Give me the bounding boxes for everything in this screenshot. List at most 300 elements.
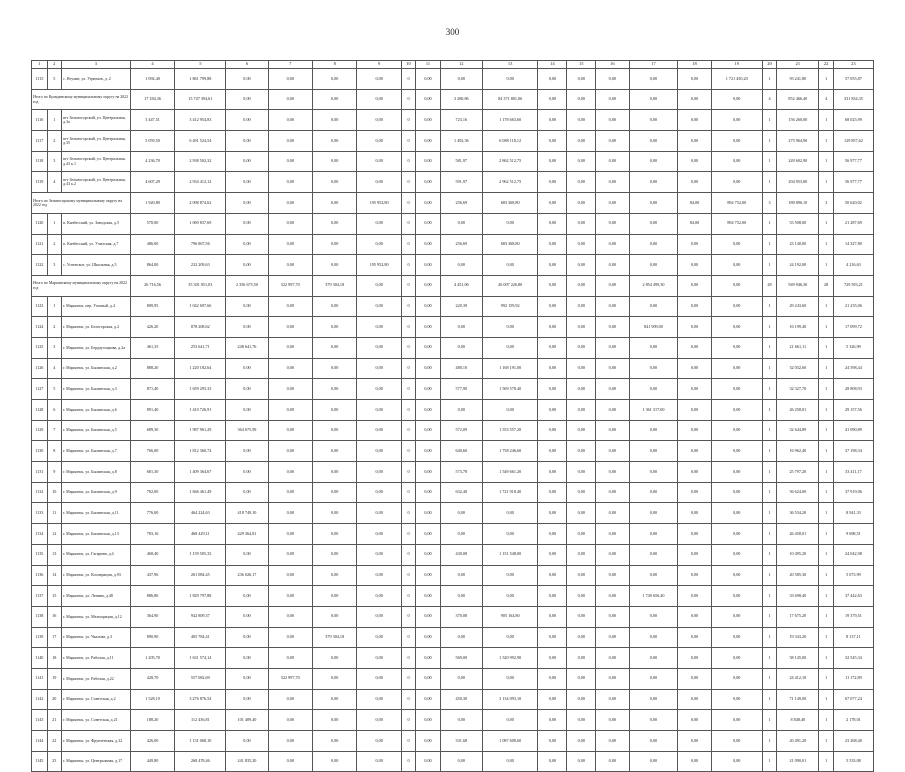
table-cell: 1: [762, 131, 776, 152]
table-cell: 0,00: [357, 710, 401, 731]
table-cell: 0,00: [440, 627, 482, 648]
table-cell: 1119: [32, 172, 48, 193]
table-cell: 0,00: [268, 524, 312, 545]
table-cell: 35 301 051,03: [175, 275, 226, 296]
table-cell: 0,00: [416, 400, 440, 421]
table-cell: 1: [819, 420, 833, 441]
table-cell: г. Марьинск, ул. Бердаусицкова, д.2а: [61, 337, 130, 358]
table-cell: 0,00: [711, 131, 762, 152]
table-cell: 0,00: [312, 524, 356, 545]
table-cell: 0,00: [596, 731, 629, 752]
table-cell: 1: [819, 213, 833, 234]
table-cell: 0,00: [416, 255, 440, 276]
table-cell: 0,00: [440, 337, 482, 358]
table-cell: 0,00: [268, 420, 312, 441]
table-cell: 0,00: [268, 503, 312, 524]
table-cell: 188,20: [130, 710, 174, 731]
table-cell: 1136: [32, 565, 48, 586]
table-cell: 268 478,46: [175, 751, 226, 772]
table-cell: 24 412,10: [777, 668, 819, 689]
table-cell: 0,00: [538, 627, 567, 648]
table-cell: 0,00: [416, 565, 440, 586]
table-cell: 0,00: [678, 606, 711, 627]
table-cell: 0,00: [711, 255, 762, 276]
table-cell: 1: [819, 151, 833, 172]
table-cell: 0,00: [226, 234, 268, 255]
table-cell: 0,00: [629, 151, 678, 172]
table-cell: 195 952,80: [357, 255, 401, 276]
table-cell: Итого по Марьинскому муниципальному округу на 2022 год: [32, 275, 131, 296]
table-cell: 0,00: [678, 503, 711, 524]
table-cell: г. Марьинск, ул. Советская, д.21: [61, 710, 130, 731]
table-cell: 0,00: [226, 213, 268, 234]
table-cell: 4 236,70: [130, 151, 174, 172]
table-cell: 0,00: [312, 69, 356, 90]
table-cell: 426,20: [130, 317, 174, 338]
table-cell: 1: [819, 586, 833, 607]
table-cell: 0,00: [538, 151, 567, 172]
table-cell: 0,00: [312, 317, 356, 338]
table-cell: г. Марьинск, ул. Белогорская, д.2: [61, 317, 130, 338]
table-cell: г. Марьинск, ул. Фрунзенская, д.32: [61, 731, 130, 752]
table-cell: 15 747 394,61: [175, 89, 226, 110]
table-cell: 0,00: [678, 317, 711, 338]
table-cell: 1: [819, 172, 833, 193]
table-cell: 0,00: [596, 151, 629, 172]
table-cell: 3 134 093,10: [482, 689, 538, 710]
table-cell: 689,30: [130, 420, 174, 441]
table-cell: 1145: [32, 751, 48, 772]
table-cell: 0,00: [538, 110, 567, 131]
table-cell: 68 025,99: [833, 110, 873, 131]
table-cell: 0,00: [567, 586, 596, 607]
table-cell: 0,00: [226, 482, 268, 503]
table-cell: 28 808,93: [833, 379, 873, 400]
table-cell: 1 131 068,10: [175, 731, 226, 752]
table-cell: 3 412 954,83: [175, 110, 226, 131]
table-cell: 0: [401, 317, 415, 338]
table-cell: 0,00: [268, 337, 312, 358]
table-cell: 0,00: [711, 89, 762, 110]
table-cell: 0: [401, 89, 415, 110]
table-cell: 1: [762, 586, 776, 607]
table-cell: 17 184,36: [130, 89, 174, 110]
table-cell: 0,00: [357, 648, 401, 669]
table-cell: 0,00: [596, 255, 629, 276]
table-cell: 0,00: [596, 565, 629, 586]
table-cell: 220,39: [440, 296, 482, 317]
table-cell: 0,00: [678, 648, 711, 669]
table-cell: 1: [762, 689, 776, 710]
table-cell: 886,80: [130, 586, 174, 607]
table-cell: 0,00: [226, 627, 268, 648]
table-cell: 0,00: [596, 131, 629, 152]
table-cell: 0,00: [416, 296, 440, 317]
table-cell: пгт Зельногорский, ул. Центральная, д.43 к.2: [61, 172, 130, 193]
table-cell: 26 458,01: [777, 524, 819, 545]
table-cell: 1121: [32, 234, 48, 255]
table-cell: 0: [401, 255, 415, 276]
table-cell: 0,00: [711, 400, 762, 421]
table-cell: 0,00: [596, 420, 629, 441]
table-cell: 0,00: [357, 151, 401, 172]
table-cell: 0,00: [226, 193, 268, 214]
table-cell: 0,00: [711, 689, 762, 710]
table-cell: 0,00: [629, 668, 678, 689]
table-cell: 379 304,18: [312, 627, 356, 648]
table-cell: 29 243,60: [777, 296, 819, 317]
table-cell: 0,00: [312, 482, 356, 503]
column-header: 3: [61, 61, 130, 69]
table-cell: 0,00: [567, 689, 596, 710]
table-cell: 56 977,77: [833, 172, 873, 193]
table-cell: 1 042 697,66: [175, 296, 226, 317]
table-cell: 0,00: [629, 503, 678, 524]
table-cell: 0,00: [357, 296, 401, 317]
table-cell: 0,00: [416, 172, 440, 193]
table-cell: 180 896,10: [777, 193, 819, 214]
table-cell: 0,00: [268, 89, 312, 110]
table-cell: 723,16: [440, 110, 482, 131]
table-cell: 0,00: [711, 482, 762, 503]
table-cell: 0,00: [416, 441, 440, 462]
table-cell: 0,00: [357, 89, 401, 110]
table-cell: 0,00: [538, 69, 567, 90]
table-cell: 0,00: [596, 462, 629, 483]
table-cell: 0,00: [711, 110, 762, 131]
table-cell: 0,00: [567, 462, 596, 483]
table-cell: 0,00: [357, 731, 401, 752]
table-cell: г. Марьинск, ул. Былинская, д.8: [61, 462, 130, 483]
table-cell: 0: [401, 606, 415, 627]
table-cell: 0,00: [538, 503, 567, 524]
table-cell: 17 675,20: [777, 606, 819, 627]
table-cell: 1: [47, 296, 61, 317]
table-cell: 0,00: [629, 193, 678, 214]
table-cell: 0,00: [226, 151, 268, 172]
table-cell: 1: [762, 668, 776, 689]
table-cell: 890,90: [130, 627, 174, 648]
table-cell: 0,00: [440, 524, 482, 545]
table-cell: 0,00: [596, 89, 629, 110]
table-cell: 1: [762, 379, 776, 400]
table-cell: 0,00: [312, 89, 356, 110]
table-cell: г. Марьинск, ул. Рабочая, д.22: [61, 668, 130, 689]
table-cell: 1: [47, 110, 61, 131]
table-row: [32, 503, 874, 524]
table-cell: 0,00: [567, 606, 596, 627]
table-cell: 0,00: [538, 213, 567, 234]
table-cell: 0,00: [711, 441, 762, 462]
table-cell: 1: [819, 462, 833, 483]
table-cell: 0,00: [440, 710, 482, 731]
column-header: 6: [226, 61, 268, 69]
table-cell: 1 151 548,00: [482, 544, 538, 565]
table-cell: 0,00: [268, 731, 312, 752]
table-cell: 0: [401, 337, 415, 358]
table-cell: 1 987 961,29: [175, 420, 226, 441]
subtotal-row: [32, 193, 874, 214]
table-cell: г. Марьинск, ул. Былинская, д.3: [61, 379, 130, 400]
table-cell: 0,00: [596, 296, 629, 317]
table-cell: 11 172,89: [833, 668, 873, 689]
column-header: 17: [629, 61, 678, 69]
table-cell: 0,00: [482, 710, 538, 731]
table-cell: 0,00: [567, 482, 596, 503]
table-cell: 20 491,20: [777, 731, 819, 752]
table-cell: 450,30: [440, 689, 482, 710]
table-cell: 1: [762, 358, 776, 379]
column-header: 13: [482, 61, 538, 69]
table-cell: 0,00: [596, 213, 629, 234]
table-cell: 0,00: [538, 379, 567, 400]
table-cell: 0,00: [538, 441, 567, 462]
column-header: 15: [567, 61, 596, 69]
table-cell: 112 436,81: [175, 710, 226, 731]
table-cell: г. Марьинск, ул. Ленина, д.48: [61, 586, 130, 607]
table-cell: 0,00: [567, 213, 596, 234]
table-cell: 0,00: [629, 627, 678, 648]
table-cell: 878 208,62: [175, 317, 226, 338]
table-cell: 56 624,00: [777, 482, 819, 503]
table-cell: 426,00: [130, 731, 174, 752]
table-cell: 577,90: [440, 379, 482, 400]
table-cell: 18: [47, 648, 61, 669]
table-cell: 0,00: [226, 586, 268, 607]
table-cell: 0,00: [711, 358, 762, 379]
table-cell: 0,00: [312, 751, 356, 772]
table-cell: 1 631 574,14: [175, 648, 226, 669]
table-cell: с. Нгулин, ул. Угрюмов, д. 2: [61, 69, 130, 90]
table-cell: 0,00: [268, 627, 312, 648]
table-cell: 0,00: [226, 648, 268, 669]
table-cell: 0,00: [711, 565, 762, 586]
table-cell: 0,00: [567, 668, 596, 689]
table-cell: 0,00: [678, 441, 711, 462]
table-cell: 0,00: [596, 379, 629, 400]
table-cell: 2 098 874,62: [175, 193, 226, 214]
table-cell: 0,00: [596, 668, 629, 689]
table-cell: 468 429,11: [175, 524, 226, 545]
table-cell: г. Марьинск, ул. Центральная, д.17: [61, 751, 130, 772]
table-cell: 0,00: [567, 337, 596, 358]
table-cell: 1137: [32, 586, 48, 607]
table-cell: 0,00: [596, 358, 629, 379]
table-cell: 1: [762, 337, 776, 358]
table-cell: 0,00: [312, 731, 356, 752]
table-cell: 0,00: [357, 627, 401, 648]
table-cell: 1 361 317,00: [629, 400, 678, 421]
table-cell: 37 442,63: [833, 586, 873, 607]
table-cell: 2: [47, 234, 61, 255]
subtotal-row: [32, 275, 874, 296]
table-cell: 0,00: [629, 751, 678, 772]
table-cell: 0,00: [629, 420, 678, 441]
table-cell: 581,97: [440, 151, 482, 172]
table-cell: 0: [401, 710, 415, 731]
table-cell: 0,00: [711, 586, 762, 607]
table-cell: г. Марьинск, ул. Кооперации, д.93: [61, 565, 130, 586]
table-cell: 0,00: [416, 710, 440, 731]
table-cell: 9: [47, 462, 61, 483]
table-row: [32, 358, 874, 379]
table-cell: 0,00: [538, 565, 567, 586]
table-cell: 1 159 505,35: [175, 544, 226, 565]
table-cell: 0: [401, 462, 415, 483]
table-cell: 37 919,06: [833, 482, 873, 503]
table-cell: 864,00: [130, 255, 174, 276]
table-cell: 0,00: [538, 606, 567, 627]
table-cell: 93 241,80: [777, 69, 819, 90]
table-cell: пгт Зельногорский, ул. Центральная, д.35: [61, 131, 130, 152]
table-cell: 0,00: [312, 213, 356, 234]
table-cell: 71 149,00: [777, 689, 819, 710]
table-cell: 0,00: [268, 565, 312, 586]
table-cell: 0,00: [538, 482, 567, 503]
table-cell: 9 698,51: [833, 524, 873, 545]
table-cell: 0,00: [312, 193, 356, 214]
table-cell: 0,00: [312, 503, 356, 524]
table-cell: 0,00: [416, 69, 440, 90]
table-cell: 0,00: [357, 586, 401, 607]
table-cell: 1: [819, 358, 833, 379]
table-cell: 8 137,11: [833, 627, 873, 648]
table-cell: 0,00: [440, 586, 482, 607]
table-cell: 0,00: [629, 648, 678, 669]
table-cell: 5: [47, 379, 61, 400]
table-cell: 0: [401, 213, 415, 234]
table-cell: 1: [819, 110, 833, 131]
table-row: [32, 565, 874, 586]
table-cell: 21 235,06: [833, 296, 873, 317]
table-cell: 50 620,02: [833, 193, 873, 214]
table-cell: 0,00: [357, 337, 401, 358]
table-cell: 0,00: [226, 172, 268, 193]
table-cell: 19: [47, 668, 61, 689]
table-cell: 21 090,01: [777, 751, 819, 772]
table-cell: 84,00: [678, 193, 711, 214]
table-cell: 0,00: [440, 565, 482, 586]
table-cell: 468,40: [130, 544, 174, 565]
table-cell: 480,10: [440, 358, 482, 379]
table-row: [32, 151, 874, 172]
table-cell: 0,00: [567, 710, 596, 731]
table-cell: п. Канбесский, ул. Заводская, д.5: [61, 213, 130, 234]
table-cell: 0,00: [711, 544, 762, 565]
column-header: 22: [819, 61, 833, 69]
table-cell: 32 327,70: [777, 379, 819, 400]
table-cell: 702,00: [130, 482, 174, 503]
table-cell: 101 409,40: [226, 710, 268, 731]
table-cell: 1: [819, 544, 833, 565]
table-cell: 0,00: [678, 565, 711, 586]
table-cell: 1141: [32, 668, 48, 689]
table-cell: 0: [401, 648, 415, 669]
table-cell: 26 716,56: [130, 275, 174, 296]
table-cell: 0,00: [312, 296, 356, 317]
table-cell: 0,00: [629, 89, 678, 110]
table-cell: 681,30: [130, 462, 174, 483]
column-header: 14: [538, 61, 567, 69]
table-cell: 0,00: [567, 731, 596, 752]
table-cell: 0,00: [357, 668, 401, 689]
column-header: 1: [32, 61, 48, 69]
table-cell: 4: [819, 89, 833, 110]
table-cell: 1 092,40: [130, 69, 174, 90]
table-cell: 1134: [32, 524, 48, 545]
table-cell: 0,00: [567, 131, 596, 152]
table-cell: 0,00: [312, 606, 356, 627]
table-cell: 0,00: [312, 710, 356, 731]
table-cell: 0,00: [226, 69, 268, 90]
table-cell: 0,00: [678, 420, 711, 441]
table-cell: г. Марьинск, ул. Былинская, д.13: [61, 524, 130, 545]
table-cell: 0,00: [482, 751, 538, 772]
table-cell: 572,09: [440, 420, 482, 441]
table-cell: 0,00: [711, 296, 762, 317]
table-cell: 1 846 461,49: [175, 482, 226, 503]
table-cell: 0,00: [416, 337, 440, 358]
table-cell: 1: [762, 172, 776, 193]
table-cell: 0,00: [268, 213, 312, 234]
table-cell: 0,00: [678, 358, 711, 379]
table-cell: 0,00: [416, 627, 440, 648]
table-cell: 569,00: [440, 648, 482, 669]
table-cell: 0,00: [268, 482, 312, 503]
table-cell: 0,00: [416, 586, 440, 607]
table-cell: 405 784,41: [175, 627, 226, 648]
table-cell: 0,00: [226, 400, 268, 421]
table-cell: 894 752,00: [711, 193, 762, 214]
table-cell: 0,00: [567, 172, 596, 193]
table-cell: 0,00: [268, 710, 312, 731]
table-cell: 12: [47, 524, 61, 545]
table-cell: 0: [401, 503, 415, 524]
table-cell: 0,00: [416, 606, 440, 627]
table-cell: 56 977,77: [833, 151, 873, 172]
table-cell: 1: [762, 441, 776, 462]
table-cell: 1: [762, 544, 776, 565]
table-cell: 1: [819, 524, 833, 545]
table-cell: 0,00: [711, 524, 762, 545]
table-cell: 1: [819, 668, 833, 689]
table-cell: г. Марьинск, ул. Былинская, д.7: [61, 441, 130, 462]
table-cell: 1 220 182,64: [175, 358, 226, 379]
table-cell: 1 812 360,74: [175, 441, 226, 462]
table-cell: 0,00: [678, 172, 711, 193]
table-cell: 23 140,00: [777, 234, 819, 255]
table-cell: 0,00: [629, 379, 678, 400]
table-cell: 1: [762, 255, 776, 276]
table-cell: 0,00: [567, 317, 596, 338]
table-cell: 1: [819, 689, 833, 710]
table-cell: 3 447,51: [130, 110, 174, 131]
table-cell: 0: [401, 275, 415, 296]
table-cell: 0,00: [711, 751, 762, 772]
table-cell: 0,00: [596, 751, 629, 772]
table-cell: 3: [47, 255, 61, 276]
table-cell: 0,00: [629, 441, 678, 462]
table-cell: 905 164,80: [482, 606, 538, 627]
table-cell: 0: [401, 751, 415, 772]
table-row: [32, 317, 874, 338]
page-number: 300: [445, 27, 460, 37]
table-cell: 1 920,80: [130, 193, 174, 214]
table-cell: г. Марьинск, ул. Мелиорации, д.12: [61, 606, 130, 627]
table-cell: 0,00: [416, 462, 440, 483]
table-cell: 0,00: [711, 503, 762, 524]
table-cell: 0: [401, 234, 415, 255]
